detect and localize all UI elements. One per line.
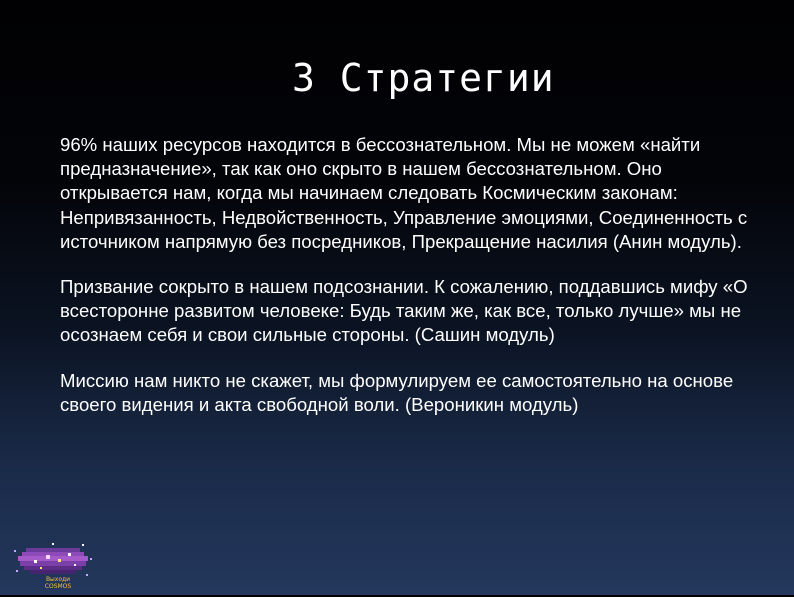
paragraph-1: 96% наших ресурсов находится в бессознательном. Мы не можем «найти предназначение», так как оно скрыто в нашем бессознательном. Оно открывается нам, когда мы начинаем следовать Космическим законам: Непривязанность, Недвойственность, Управление эмоциями, Соединенность с источником напрямую без посредников, Прекращение насилия (Анин модуль). (60, 134, 748, 252)
paragraph-2: Призвание сокрыто в нашем подсознании. К сожалению, поддавшись мифу «О всесторонне развитом человеке: Будь таким же, как все, только лучше» мы не осознаем себя и свои сильные стороны. (Сашин модуль) (60, 276, 748, 346)
slide-title: 3 Стратегии (292, 56, 555, 100)
slide-body (60, 133, 750, 438)
cosmos-logo (12, 540, 96, 592)
logo-line-1: Выходи (45, 576, 71, 583)
logo-line-2: COSMOS (44, 583, 72, 590)
paragraph-3: Миссию нам никто не скажет, мы формулируем ее самостоятельно на основе своего видения и акта свободной воли. (Вероникин модуль) (60, 369, 734, 415)
